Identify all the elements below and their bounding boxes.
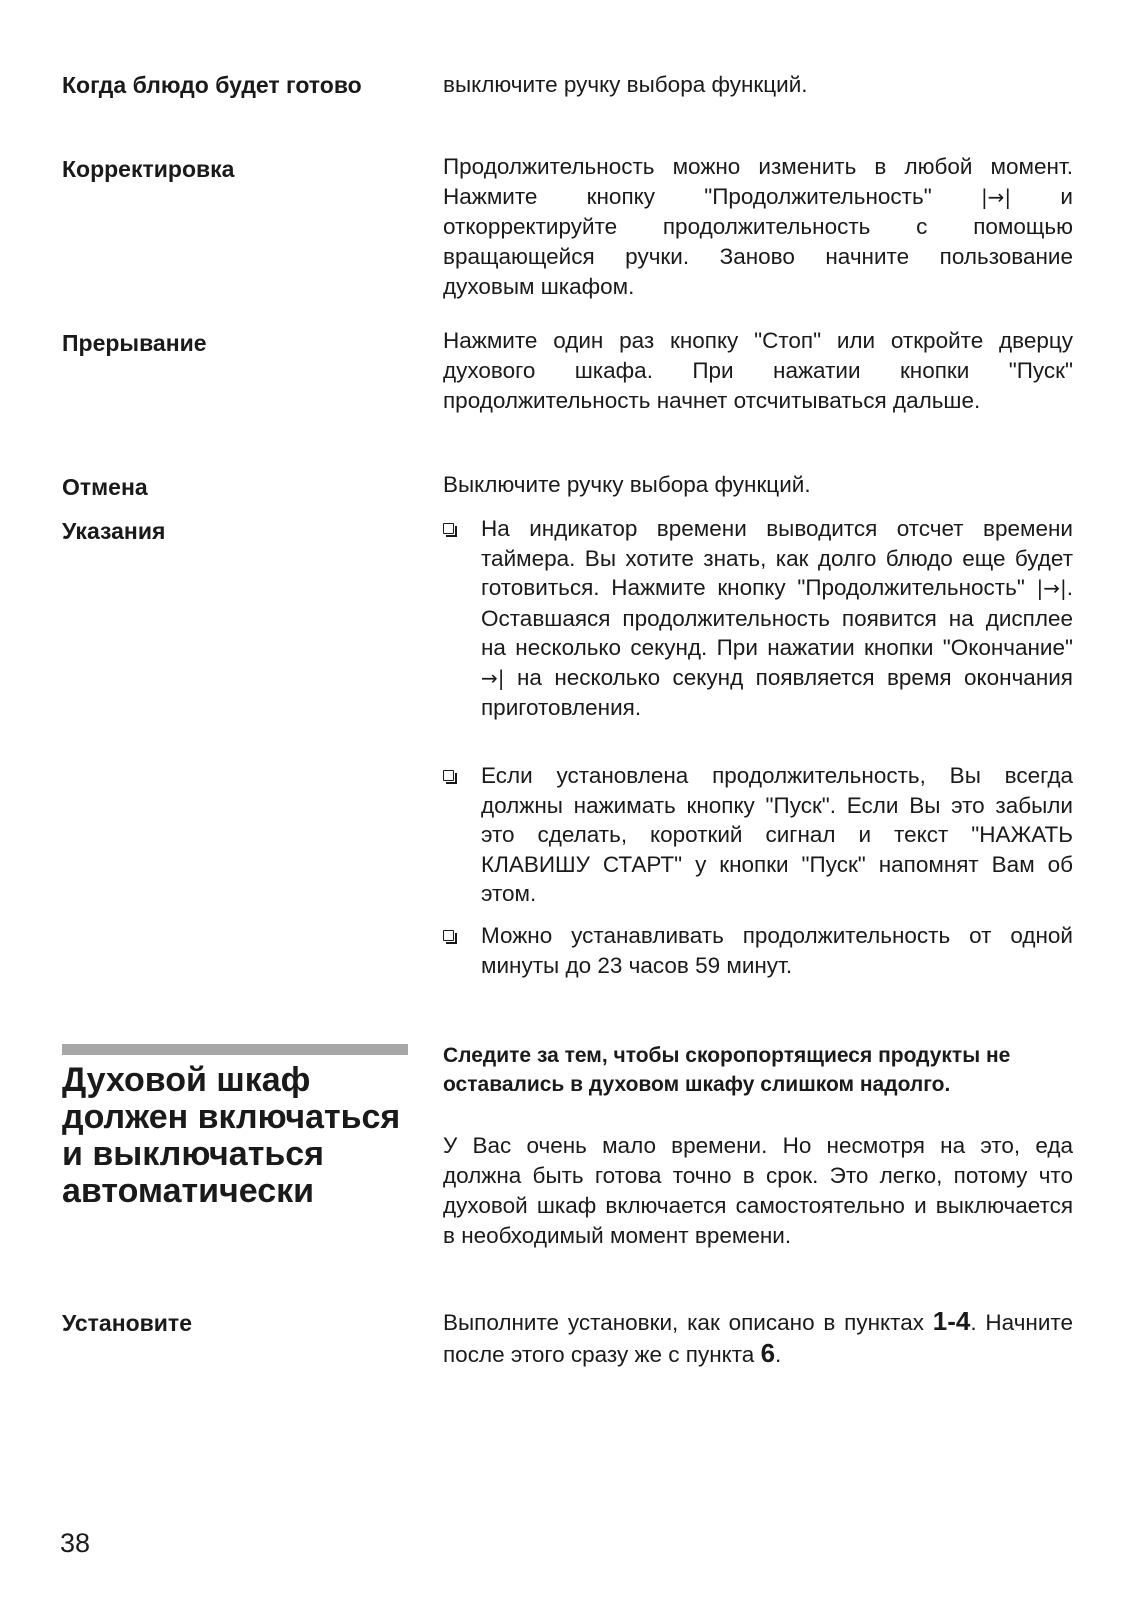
text-correction-part2: и откорректируйте продолжительность с помощью вращающейся ручки. Заново начните пользование духовым шкафом.: [443, 184, 1073, 299]
warning-text: Следите за тем, чтобы скоропортящиеся продукты не оставались в духовом шкафу слишком надолго.: [443, 1044, 1011, 1096]
checkbox-bullet-icon: [443, 930, 454, 941]
label-interruption: Прерывание: [62, 330, 207, 356]
notes-bullet-3: [443, 921, 1073, 980]
notes-bullet-2: [443, 761, 1073, 909]
text-when-done: выключите ручку выбора функций.: [443, 72, 808, 97]
checkbox-bullet-icon: [443, 523, 454, 534]
duration-icon: |→|: [980, 185, 1012, 209]
text-set: [443, 1306, 1073, 1370]
section-intro: У Вас очень мало времени. Но несмотря на это, еда должна быть готова точно в срок. Это легко, потому что духовой шкаф включается самостоятельно и выключается в необходимый момент времени.: [443, 1133, 1073, 1248]
notes-bullet-1-text: [481, 514, 1073, 723]
duration-icon: |→|: [1036, 576, 1067, 600]
text-cancel: Выключите ручку выбора функций.: [443, 472, 811, 497]
notes-bullet-1: [443, 514, 1073, 723]
text-correction: [443, 152, 1073, 302]
steps-range: 1-4: [932, 1306, 971, 1336]
end-time-icon: →|: [481, 665, 505, 690]
text-set-part1: Выполните установки, как описано в пунктах: [443, 1310, 933, 1335]
section-heading: Духовой шкаф должен включаться и выключаться автоматически: [62, 1061, 401, 1210]
step-number: 6: [760, 1338, 776, 1368]
text-correction-part1: Продолжительность можно изменить в любой момент. Нажмите кнопку "Продолжительность": [443, 154, 1073, 209]
bullet-1-part2: . Оставшаяся продолжительность появится на дисплее на несколько секунд. При нажатии кнопки "Окончание": [481, 575, 1073, 660]
notes-bullet-3-text: Можно устанавливать продолжительность от одной минуты до 23 часов 59 минут.: [481, 923, 1073, 978]
text-set-part2: . Начните после этого сразу же с пункта: [443, 1310, 1073, 1367]
checkbox-bullet-icon: [443, 770, 454, 781]
text-interruption: Нажмите один раз кнопку "Стоп" или откройте дверцу духового шкафа. При нажатии кнопки "Пуск" продолжительность начнет отсчитываться дальше.: [443, 328, 1073, 413]
label-cancel: Отмена: [62, 474, 148, 500]
bullet-1-part3: на несколько секунд появляется время окончания приготовления.: [481, 664, 1073, 720]
label-set: Установите: [62, 1310, 192, 1336]
label-when-done: Когда блюдо будет готово: [62, 72, 362, 98]
bullet-1-part1: На индикатор времени выводится отсчет времени таймера. Вы хотите знать, как долго блюдо еще будет готовиться. Нажмите кнопку "Продолжительность": [481, 516, 1073, 600]
text-set-part3: .: [775, 1342, 782, 1367]
notes-bullet-2-text: Если установлена продолжительность, Вы всегда должны нажимать кнопку "Пуск". Если Вы это забыли это сделать, короткий сигнал и текст "НАЖАТЬ КЛАВИШУ СТАРТ" у кнопки "Пуск" напомнят Вам об этом.: [481, 763, 1073, 906]
label-correction: Корректировка: [62, 156, 235, 182]
label-notes: Указания: [62, 518, 166, 544]
section-divider: [62, 1044, 408, 1055]
page-number: 38: [60, 1528, 91, 1558]
